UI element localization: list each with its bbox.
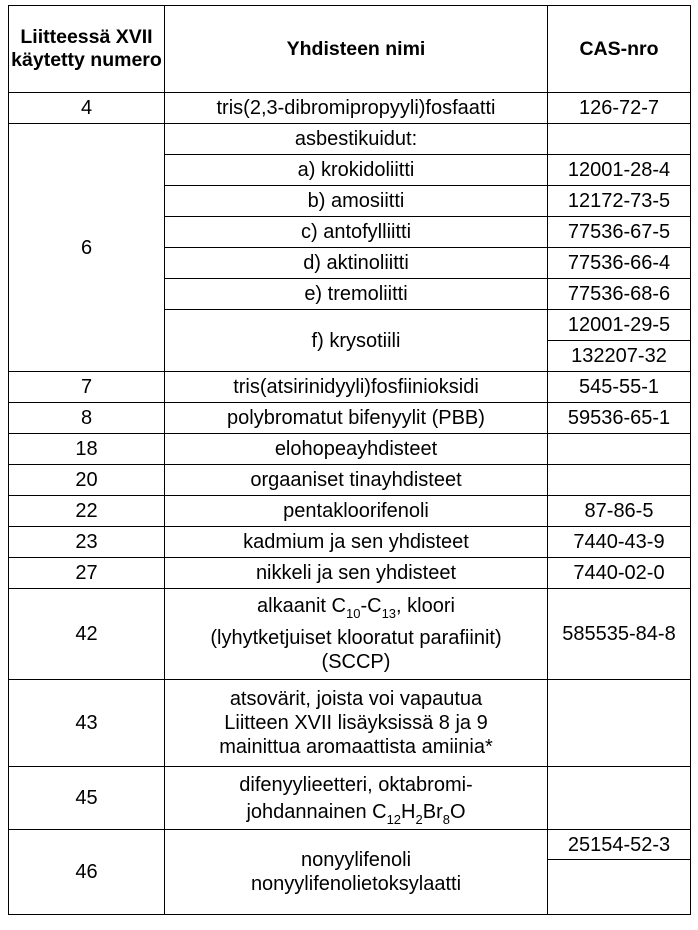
row-cas	[548, 860, 691, 915]
name-line: (lyhytketjuiset klooratut parafiinit)	[210, 627, 502, 649]
row-name	[165, 830, 548, 915]
table-row	[9, 527, 691, 558]
row-cas: 77536-66-4	[548, 248, 691, 279]
row-name	[165, 767, 548, 830]
row-name: elohopeayhdisteet	[165, 434, 548, 465]
row-name	[165, 680, 548, 767]
row-cas: 7440-02-0	[548, 558, 691, 589]
row-cas: 545-55-1	[548, 372, 691, 403]
row-cas	[548, 680, 691, 767]
table-row	[9, 558, 691, 589]
header-cas: CAS-nro	[548, 6, 691, 93]
row-cas: 132207-32	[548, 341, 691, 372]
table-row	[9, 496, 691, 527]
name-line: (SCCP)	[321, 651, 391, 673]
row-name: e) tremoliitti	[165, 279, 548, 310]
table-row	[9, 372, 691, 403]
row-number: 43	[9, 680, 165, 767]
row-name: polybromatut bifenyylit (PBB)	[165, 403, 548, 434]
row-name: d) aktinoliitti	[165, 248, 548, 279]
table-row	[9, 680, 691, 767]
table-row	[9, 403, 691, 434]
row-number: 4	[9, 93, 165, 124]
row-cas: 7440-43-9	[548, 527, 691, 558]
row-number: 42	[9, 589, 165, 680]
row-cas	[548, 434, 691, 465]
row-name: asbestikuidut:	[165, 124, 548, 155]
table-row	[9, 434, 691, 465]
row-cas: 12172-73-5	[548, 186, 691, 217]
row-name: kadmium ja sen yhdisteet	[165, 527, 548, 558]
row-cas: 126-72-7	[548, 93, 691, 124]
row-number: 7	[9, 372, 165, 403]
row-cas	[548, 465, 691, 496]
name-line: johdannainen $C_{12}H_2Br_8O$	[246, 800, 466, 827]
row-cas: 12001-29-5	[548, 310, 691, 341]
row-number: 27	[9, 558, 165, 589]
table-row	[9, 465, 691, 496]
row-name: f) krysotiili	[165, 310, 548, 372]
row-name: tris(atsirinidyyli)fosfiinioksidi	[165, 372, 548, 403]
row-number: 22	[9, 496, 165, 527]
row-name: c) antofylliitti	[165, 217, 548, 248]
header-number: Liitteessä XVII käytetty numero	[9, 6, 165, 93]
row-name: b) amosiitti	[165, 186, 548, 217]
row-cas	[548, 767, 691, 830]
row-number: 46	[9, 830, 165, 915]
name-line: alkaanit $C_{10}-C_{13}$, kloori	[257, 595, 455, 621]
name-line: mainittua aromaattista amiinia*	[219, 736, 493, 758]
name-line: atsovärit, joista voi vapautua	[229, 688, 483, 710]
header-name: Yhdisteen nimi	[165, 6, 548, 93]
table-row	[9, 93, 691, 124]
substance-table	[8, 5, 691, 915]
table-row	[9, 830, 691, 860]
row-cas: 59536-65-1	[548, 403, 691, 434]
row-cas: 77536-68-6	[548, 279, 691, 310]
name-line: nonyylifenolietoksylaatti	[250, 873, 462, 895]
row-cas: 87-86-5	[548, 496, 691, 527]
row-number: 6	[9, 124, 165, 372]
table-row	[9, 124, 691, 155]
table-row	[9, 589, 691, 680]
row-name: orgaaniset tinayhdisteet	[165, 465, 548, 496]
row-cas	[548, 124, 691, 155]
row-name: tris(2,3-dibromipropyyli)fosfaatti	[165, 93, 548, 124]
row-name: nikkeli ja sen yhdisteet	[165, 558, 548, 589]
name-line: difenyylieetteri, oktabromi-	[239, 773, 473, 796]
row-cas: 12001-28-4	[548, 155, 691, 186]
row-name	[165, 589, 548, 680]
row-number: 20	[9, 465, 165, 496]
name-line: Liitteen XVII lisäyksissä 8 ja 9	[224, 712, 488, 734]
row-name: a) krokidoliitti	[165, 155, 548, 186]
row-cas: 585535-84-8	[548, 589, 691, 680]
row-cas: 77536-67-5	[548, 217, 691, 248]
name-line: nonyylifenoli	[300, 849, 412, 871]
table-row	[9, 767, 691, 830]
row-number: 23	[9, 527, 165, 558]
row-name: pentakloorifenoli	[165, 496, 548, 527]
row-number: 8	[9, 403, 165, 434]
row-cas: 25154-52-3	[548, 830, 691, 860]
row-number: 45	[9, 767, 165, 830]
header-row	[9, 6, 691, 93]
row-number: 18	[9, 434, 165, 465]
